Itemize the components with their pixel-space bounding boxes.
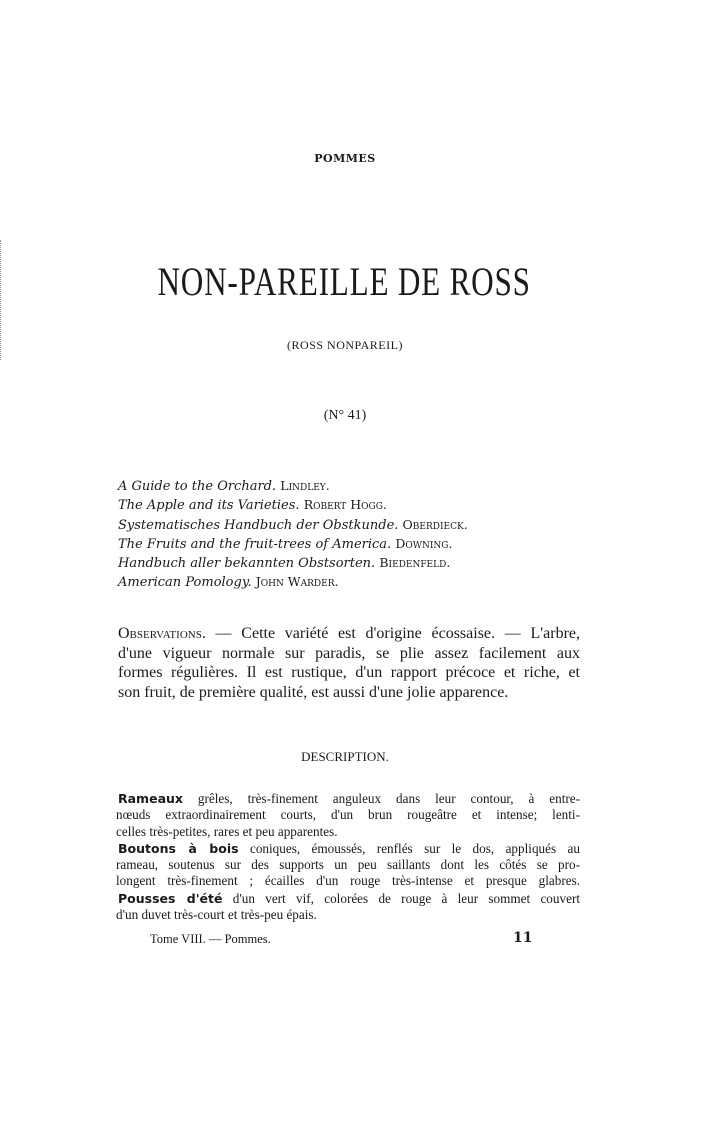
description-lead: Rameaux [118, 791, 183, 806]
description-text: grêles, très-finement anguleux dans leur contour, à entre- [182, 791, 580, 806]
description-line: rameau, soutenus sur des supports un peu saillants dont les côtés se pro- [116, 857, 580, 873]
observations-paragraph [118, 624, 580, 702]
reference-item [118, 496, 468, 515]
reference-item [118, 477, 468, 496]
description-line: celles très-petites, rares et peu apparentes. [116, 823, 338, 839]
description-paragraph [116, 891, 580, 924]
description-line: nœuds extraordinairement courts, d'un brun rougeâtre et intense; lenti- [116, 807, 580, 823]
reference-author: Robert Hogg. [303, 497, 387, 513]
description-line [116, 791, 580, 807]
description-line: d'un duvet très-court et très-peu épais. [116, 907, 317, 923]
description-line [116, 841, 580, 857]
reference-author: Downing. [395, 535, 453, 551]
observations-line: d'une vigueur normale sur paradis, se plie assez facilement aux [118, 644, 580, 662]
page-title: NON-PAREILLE DE ROSS [157, 259, 531, 304]
observations-text: — Cette variété est d'origine écossaise. — L'arbre, [205, 625, 580, 642]
description-section [116, 791, 580, 924]
observations-line: formes régulières. Il est rustique, d'un rapport précoce et riche, et [118, 664, 580, 681]
variety-number: (N° 41) [323, 408, 367, 423]
footer-signature: 11 [513, 930, 533, 946]
description-lead: Boutons à bois [118, 840, 239, 856]
reference-work: American Pomology. [118, 575, 252, 591]
description-line [116, 891, 580, 907]
reference-author: John Warder. [255, 574, 339, 590]
reference-item [118, 573, 468, 592]
description-paragraph [116, 791, 580, 840]
references-list [118, 477, 468, 593]
description-lead: Pousses d'été [118, 890, 223, 906]
reference-author: Lindley. [280, 478, 330, 493]
reference-item [118, 516, 468, 535]
reference-item [118, 535, 468, 554]
subtitle: (ROSS NONPAREIL) [287, 338, 403, 352]
reference-work: Systematisches Handbuch der Obstkunde. [118, 517, 399, 533]
reference-author: Oberdieck. [402, 516, 468, 532]
description-text: d'un vert vif, colorées de rouge à leur sommet couvert [222, 890, 580, 906]
reference-work: The Fruits and the fruit-trees of America. [118, 536, 392, 552]
description-paragraph [116, 841, 580, 890]
reference-author: Biedenfeld. [379, 555, 451, 571]
reference-item [118, 554, 468, 573]
footer-volume: Tome VIII. — Pommes. [150, 932, 271, 946]
running-head: POMMES [314, 152, 376, 165]
reference-work: Handbuch aller bekannten Obstsorten. [118, 556, 376, 572]
description-line: longent très-finement ; écailles d'un rouge très-intense et presque glabres. [116, 873, 580, 889]
reference-work: A Guide to the Orchard. [118, 479, 277, 494]
description-heading: DESCRIPTION. [301, 749, 389, 764]
observations-line [118, 624, 580, 644]
observations-label: Observations. [118, 625, 206, 642]
observations-line: son fruit, de première qualité, est aussi d'une jolie apparence. [118, 683, 509, 701]
description-text: coniques, émoussés, renflés sur le dos, appliqués au [238, 840, 580, 856]
reference-work: The Apple and its Varieties. [118, 498, 300, 514]
